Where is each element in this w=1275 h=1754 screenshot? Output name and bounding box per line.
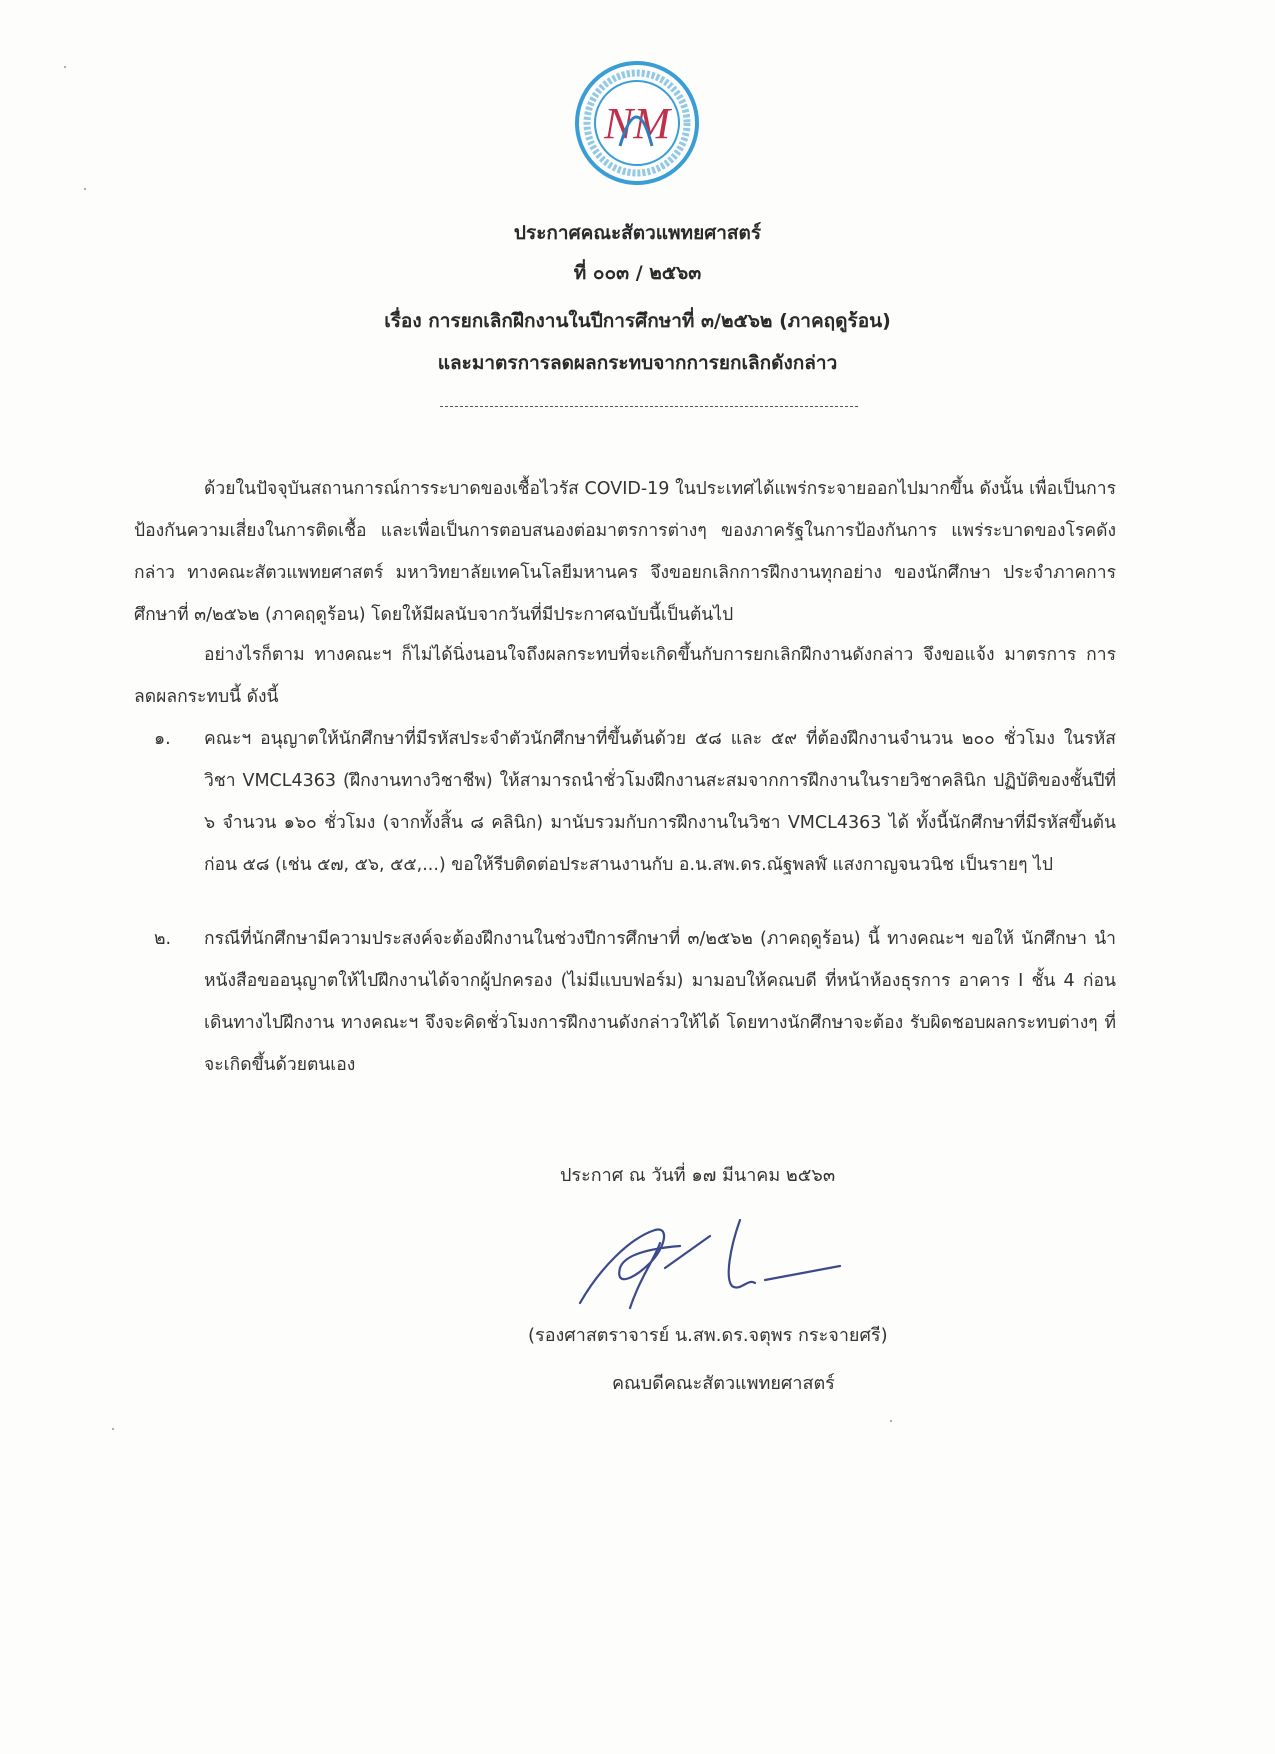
header-divider xyxy=(440,406,858,407)
faculty-seal-logo-icon xyxy=(572,58,702,188)
signer-name: (รองศาสตราจารย์ น.สพ.ดร.จตุพร กระจายศรี) xyxy=(528,1325,888,1346)
signer-position: คณบดีคณะสัตวแพทยศาสตร์ xyxy=(612,1373,835,1394)
list-item-number: ๒. xyxy=(154,929,172,949)
scan-speck xyxy=(890,1420,892,1422)
handwritten-signature-icon xyxy=(560,1208,880,1328)
svg-text:NM: NM xyxy=(604,99,670,148)
list-item-number: ๑. xyxy=(154,729,171,749)
scan-speck xyxy=(84,188,86,190)
announcement-title: ประกาศคณะสัตวแพทยศาสตร์ xyxy=(513,222,762,244)
scan-speck xyxy=(64,66,66,68)
announcement-subject: เรื่อง การยกเลิกฝึกงานในปีการศึกษาที่ ๓/๒๕๖๒ (ภาคฤดูร้อน) xyxy=(384,310,891,332)
announcement-number: ที่ ๐๐๓ / ๒๕๖๓ xyxy=(573,262,702,284)
scan-speck xyxy=(112,1428,114,1430)
body-paragraph-2: อย่างไรก็ตาม ทางคณะฯ ก็ไม่ได้นิ่งนอนใจถึงผลกระทบที่จะเกิดขึ้นกับการยกเลิกฝึกงานดังกล่าว จึงขอแจ้ง มาตรการ การลดผลกระทบนี้ ดังนี้ xyxy=(134,645,1116,707)
body-paragraph-1: ด้วยในปัจจุบันสถานการณ์การระบาดของเชื้อไวรัส COVID-19 ในประเทศได้แพร่กระจายออกไปมากขึ้น ดังนั้น เพื่อเป็นการป้องกันความเสี่ยงในการติดเชื้อ และเพื่อเป็นการตอบสนองต่อมาตรการต่างๆ ของภาครัฐในการป้องกันการ แพร่ระบาดของโรคดังกล่าว ทางคณะสัตวแพทยศาสตร์ มหาวิทยาลัยเทคโนโลยีมหานคร จึงขอยกเลิกการฝึกงานทุกอย่าง ของนักศึกษา ประจำภาคการศึกษาที่ ๓/๒๕๖๒ (ภาคฤดูร้อน) โดยให้มีผลนับจากวันที่มีประกาศฉบับนี้เป็นต้นไป xyxy=(134,479,1116,625)
list-item-text: คณะฯ อนุญาตให้นักศึกษาที่มีรหัสประจำตัวนักศึกษาที่ขึ้นต้นด้วย ๕๘ และ ๕๙ ที่ต้องฝึกงานจำนวน ๒๐๐ ชั่วโมง ในรหัสวิชา VMCL4363 (ฝึกงานทางวิชาชีพ) ให้สามารถนำชั่วโมงฝึกงานสะสมจากการฝึกงานในรายวิชาคลินิก ปฏิบัติของชั้นปีที่ ๖ จำนวน ๑๖๐ ชั่วโมง (จากทั้งสิ้น ๘ คลินิก) มานับรวมกับการฝึกงานในวิชา VMCL4363 ได้ ทั้งนี้นักศึกษาที่มีรหัสขึ้นต้นก่อน ๕๘ (เช่น ๕๗, ๕๖, ๕๕,...) ขอให้รีบติดต่อประสานงานกับ อ.น.สพ.ดร.ณัฐพลฬ์ แสงกาญจนวนิช เป็นรายๆ ไป xyxy=(204,729,1116,875)
announcement-subject-cont: และมาตรการลดผลกระทบจากการยกเลิกดังกล่าว xyxy=(437,352,838,374)
announcement-date: ประกาศ ณ วันที่ ๑๗ มีนาคม ๒๕๖๓ xyxy=(560,1165,836,1186)
list-item-text: กรณีที่นักศึกษามีความประสงค์จะต้องฝึกงานในช่วงปีการศึกษาที่ ๓/๒๕๖๒ (ภาคฤดูร้อน) นี้ ทางคณะฯ ขอให้ นักศึกษา นำหนังสือขออนุญาตให้ไปฝึกงานได้จากผู้ปกครอง (ไม่มีแบบฟอร์ม) มามอบให้คณบดี ที่หน้าห้องธุรการ อาคาร I ชั้น 4 ก่อนเดินทางไปฝึกงาน ทางคณะฯ จึงจะคิดชั่วโมงการฝึกงานดังกล่าวให้ได้ โดยทางนักศึกษาจะต้อง รับผิดชอบผลกระทบต่างๆ ที่จะเกิดขึ้นด้วยตนเอง xyxy=(204,929,1116,1075)
